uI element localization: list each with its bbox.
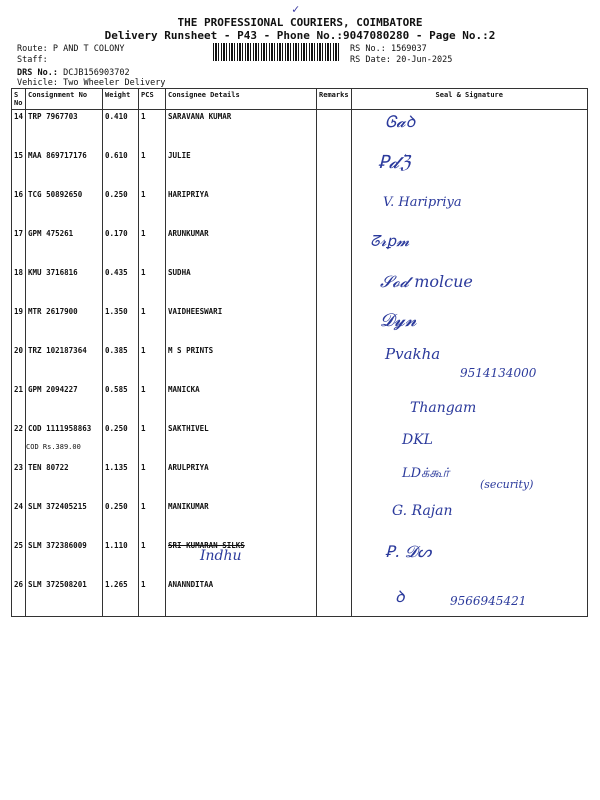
cell-pcs: 1 [139, 383, 166, 422]
col-consignment: Consignment No [26, 89, 103, 110]
cell-sno: 23 [12, 461, 26, 500]
cell-consignment: GPM 2094227 [26, 383, 103, 422]
signature-19: 𝓓𝔂𝓷 [380, 310, 417, 331]
route-value: P AND T COLONY [52, 44, 125, 54]
signature-16: V. Haripriya [383, 195, 462, 210]
cell-remarks [317, 578, 352, 617]
cell-signature [351, 500, 587, 539]
cell-sno: 19 [12, 305, 26, 344]
cell-remarks [317, 344, 352, 383]
cell-consignee: ARULPRIYA [166, 461, 317, 500]
cell-consignee: SRI KUMARAN SILKS [166, 539, 317, 578]
signature-23: LDக்கூர் [402, 466, 450, 481]
cell-remarks [317, 110, 352, 149]
cell-sno: 25 [12, 539, 26, 578]
col-pcs: PCS [139, 89, 166, 110]
col-weight: Weight [103, 89, 139, 110]
cell-weight: 0.250 [103, 500, 139, 539]
cell-pcs: 1 [139, 422, 166, 461]
cell-sno: 16 [12, 188, 26, 227]
signature-17: ᘔ𝓻ꝑ𝓶 [370, 232, 410, 250]
table-row [12, 149, 588, 188]
table-row [12, 188, 588, 227]
col-remarks: Remarks [317, 89, 352, 110]
signature-22: DKL [402, 432, 433, 448]
cell-sno: 18 [12, 266, 26, 305]
cell-remarks [317, 539, 352, 578]
cell-pcs: 1 [139, 110, 166, 149]
col-signature: Seal & Signature [351, 89, 587, 110]
rs-no-line: RS No.: 1569037 [350, 44, 427, 54]
cell-remarks [317, 500, 352, 539]
runsheet-subtitle: Delivery Runsheet - P43 - Phone No.:9047080280 - Page No.:2 [104, 29, 496, 42]
cell-remarks [317, 149, 352, 188]
cell-weight: 0.250 [103, 188, 139, 227]
signature-15: Ꝑ𝓭ℨ [378, 152, 411, 173]
cell-sno: 20 [12, 344, 26, 383]
cell-sno: 21 [12, 383, 26, 422]
cell-sno: 26 [12, 578, 26, 617]
cell-consignment: GPM 475261 [26, 227, 103, 266]
cell-pcs: 1 [139, 188, 166, 227]
cell-consignment: MTR 2617900 [26, 305, 103, 344]
cell-consignee: SAKTHIVEL [166, 422, 317, 461]
cell-remarks [317, 188, 352, 227]
cell-signature [351, 461, 587, 500]
cell-signature [351, 422, 587, 461]
rs-date-value: 20-Jun-2025 [396, 55, 453, 65]
cell-sno: 22 [12, 422, 26, 461]
cell-consignment: KMU 3716816 [26, 266, 103, 305]
cell-remarks [317, 266, 352, 305]
cell-remarks [317, 305, 352, 344]
cell-weight: 0.250 [103, 422, 139, 461]
cell-consignment: COD 1111958863 COD Rs.389.00 [26, 422, 103, 461]
cell-consignee: ANANNDITAA [166, 578, 317, 617]
cell-consignment: TEN 80722 [26, 461, 103, 500]
cell-sno: 15 [12, 149, 26, 188]
signature-23-note: (security) [480, 478, 534, 491]
cell-consignee: HARIPRIYA [166, 188, 317, 227]
cell-consignment: TCG 50892650 [26, 188, 103, 227]
signature-26-phone: 9566945421 [450, 594, 527, 608]
cell-pcs: 1 [139, 305, 166, 344]
cell-sno: 14 [12, 110, 26, 149]
runsheet-table [11, 88, 588, 617]
cell-pcs: 1 [139, 539, 166, 578]
cell-consignment: TRZ 102187364 [26, 344, 103, 383]
cell-weight: 0.610 [103, 149, 139, 188]
vehicle-value: Two Wheeler Delivery [63, 78, 166, 88]
cell-consignee: JULIE [166, 149, 317, 188]
cell-consignee: SUDHA [166, 266, 317, 305]
cell-remarks [317, 461, 352, 500]
route-line: Route: P AND T COLONY [17, 44, 125, 54]
cell-pcs: 1 [139, 149, 166, 188]
cell-pcs: 1 [139, 344, 166, 383]
signature-20: Pvakha [385, 345, 441, 363]
cell-consignment: SLM 372508201 [26, 578, 103, 617]
cell-weight: 0.385 [103, 344, 139, 383]
signature-24: G. Rajan [392, 503, 453, 519]
cell-consignee: MANIKUMAR [166, 500, 317, 539]
signature-26: ꝺ [395, 587, 405, 606]
cell-consignment: SLM 372386009 [26, 539, 103, 578]
cell-remarks [317, 422, 352, 461]
cell-remarks [317, 227, 352, 266]
signature-14: Ꮆ𝓪ꝺ [385, 112, 416, 131]
table-header-row [12, 89, 588, 110]
rs-date-line: RS Date: 20-Jun-2025 [350, 55, 453, 65]
cell-weight: 1.135 [103, 461, 139, 500]
cell-consignee: MANICKA [166, 383, 317, 422]
drs-line: DRS No.: DCJB156903702 [17, 68, 130, 78]
cell-sno: 24 [12, 500, 26, 539]
table-row [12, 305, 588, 344]
staff-line: Staff: [17, 55, 48, 65]
signature-20-phone: 9514134000 [460, 366, 537, 380]
vehicle-line: Vehicle: Two Wheeler Delivery [17, 78, 166, 88]
cell-weight: 1.265 [103, 578, 139, 617]
company-title: THE PROFESSIONAL COURIERS, COIMBATORE [177, 16, 423, 29]
cod-amount: COD Rs.389.00 [26, 442, 81, 451]
drs-value: DCJB156903702 [63, 68, 130, 78]
rs-no-value: 1569037 [390, 44, 427, 54]
cell-pcs: 1 [139, 500, 166, 539]
cell-consignment: MAA 869717176 [26, 149, 103, 188]
cell-pcs: 1 [139, 227, 166, 266]
cell-pcs: 1 [139, 266, 166, 305]
signature-21: Thangam [410, 400, 477, 416]
cell-pcs: 1 [139, 578, 166, 617]
cell-consignee: ARUNKUMAR [166, 227, 317, 266]
col-sno: S No [12, 89, 26, 110]
tick-mark: ✓ [292, 2, 300, 16]
cell-weight: 1.350 [103, 305, 139, 344]
cell-consignee: VAIDHEESWARI [166, 305, 317, 344]
cell-weight: 1.110 [103, 539, 139, 578]
col-consignee: Consignee Details [166, 89, 317, 110]
table-row [12, 500, 588, 539]
cell-consignee: SARAVANA KUMAR [166, 110, 317, 149]
cell-weight: 0.170 [103, 227, 139, 266]
cell-consignment: TRP 7967703 [26, 110, 103, 149]
table-row [12, 266, 588, 305]
table-row [12, 110, 588, 149]
signature-18: 𝓢𝓸𝓭 molcue [380, 272, 473, 291]
cell-remarks [317, 383, 352, 422]
cell-weight: 0.585 [103, 383, 139, 422]
cell-sno: 17 [12, 227, 26, 266]
cell-consignment: SLM 372405215 [26, 500, 103, 539]
table-row [12, 539, 588, 578]
table-row [12, 227, 588, 266]
table-row [12, 383, 588, 422]
consignee-25-note: Indhu [200, 548, 242, 564]
signature-25: Ꝑ. 𝓓ᔕ [385, 542, 432, 561]
table-row [12, 422, 588, 461]
cell-pcs: 1 [139, 461, 166, 500]
cell-consignee: M S PRINTS [166, 344, 317, 383]
barcode [213, 43, 341, 61]
signature-18-text: molcue [414, 272, 473, 291]
cell-weight: 0.435 [103, 266, 139, 305]
cell-weight: 0.410 [103, 110, 139, 149]
